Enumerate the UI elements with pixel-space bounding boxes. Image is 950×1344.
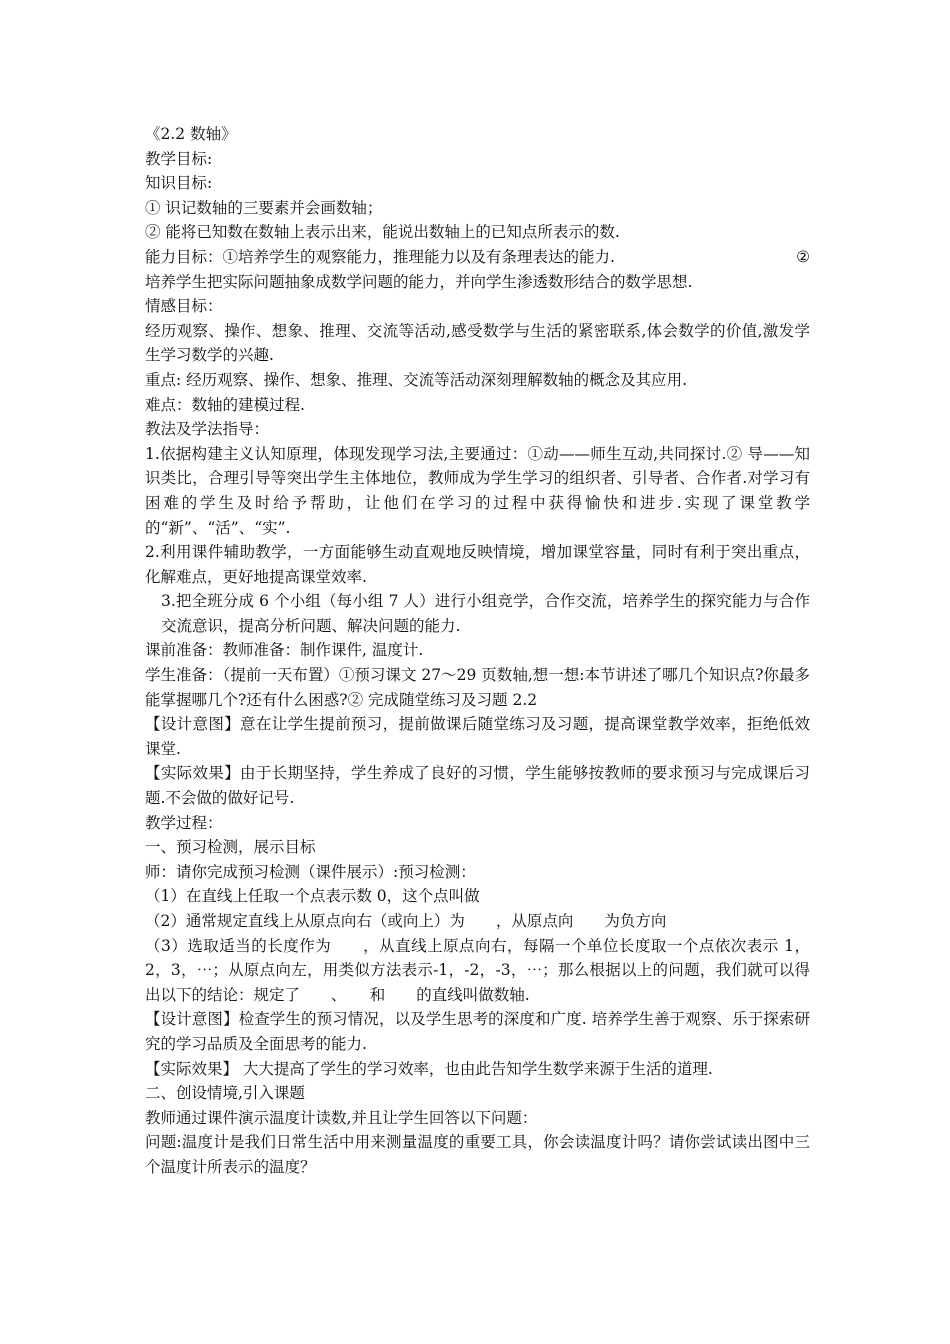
question-item: （1）在直线上任取一个点表示数 0，这个点叫做 <box>145 887 480 906</box>
paragraph: 【实际效果】 大大提高了学生的学习效率，也由此告知学生数学来源于生活的道理. <box>145 1059 713 1078</box>
section-heading: 教法及学法指导： <box>145 420 270 439</box>
paragraph: 经历观察、操作、想象、推理、交流等活动,感受数学与生活的紧密联系,体会数学的价值,激发学生学习数学的兴趣. <box>145 321 810 365</box>
paragraph: 【设计意图】检查学生的预习情况，以及学生思考的深度和广度. 培养学生善于观察、乐于探索研究的学习品质及全面思考的能力. <box>145 1010 810 1053</box>
question-item: （3）选取适当的长度作为 ，从直线上原点向右，每隔一个单位长度取一个点依次表示 1，2，3，⋯；从原点向左，用类似方法表示-1，-2，-3，⋯；那么根据以上的问题，我们就可以得出以下的结论：规定了 、 和 的直线叫做数轴. <box>145 936 810 1004</box>
paragraph: 1.依据构建主义认知原理，体现发现学习法,主要通过：①动——师生互动,共同探讨.② 导——知识类比，合理引导等突出学生主体地位，教师成为学生学习的组织者、引导者、合作者.对学习有困难的学生及时给予帮助，让他们在学习的过程中获得愉快和进步.实现了课堂教学的“新”、“活”、“实”. <box>145 444 810 537</box>
paragraph: 教师通过课件演示温度计读数,并且让学生回答以下问题： <box>145 1108 538 1127</box>
paragraph: 学生准备：（提前一天布置）①预习课文 27～29 页数轴,想一想:本节讲述了哪几个知识点?你最多能掌握哪几个?还有什么困惑?② 完成随堂练习及习题 2.2 <box>145 666 810 709</box>
section-heading: 二、创设情境,引入课题 <box>145 1084 305 1103</box>
paragraph: 2.利用课件辅助教学，一方面能够生动直观地反映情境，增加课堂容量，同时有利于突出重点，化解难点，更好地提高课堂效率. <box>145 543 810 586</box>
paragraph: 课前准备：教师准备：制作课件, 温度计. <box>145 641 424 660</box>
document-page <box>145 122 810 1180</box>
paragraph: ② 能将已知数在数轴上表示出来，能说出数轴上的已知点所表示的数. <box>145 223 620 242</box>
section-heading: 情感目标： <box>145 297 223 316</box>
paragraph: 【设计意图】意在让学生提前预习，提前做课后随堂练习及习题，提高课堂教学效率，拒绝低效课堂. <box>145 715 810 758</box>
ability-goal-line <box>145 245 810 270</box>
paragraph: 问题:温度计是我们日常生活中用来测量温度的重要工具，你会读温度计吗？请你尝试读出图中三个温度计所表示的温度？ <box>145 1133 810 1176</box>
paragraph: 3.把全班分成 6 个小组（每小组 7 人）进行小组竞学，合作交流，培养学生的探究能力与合作交流意识，提高分析问题、解决问题的能力. <box>161 592 810 635</box>
section-heading: 教学目标: <box>145 149 213 168</box>
ability-goal-text: 能力目标：①培养学生的观察能力，推理能力以及有条理表达的能力. <box>145 247 615 266</box>
paragraph: 难点：数轴的建模过程. <box>145 395 305 414</box>
ability-goal-marker: ② <box>796 247 810 266</box>
paragraph: ① 识记数轴的三要素并会画数轴； <box>145 198 383 217</box>
doc-title: 《2.2 数轴》 <box>145 125 237 143</box>
question-item: （2）通常规定直线上从原点向右（或向上）为 ，从原点向 为负方向 <box>145 912 667 930</box>
paragraph: 重点: 经历观察、操作、想象、推理、交流等活动深刻理解数轴的概念及其应用. <box>145 370 688 389</box>
section-heading: 教学过程： <box>145 813 223 832</box>
paragraph: 【实际效果】由于长期坚持，学生养成了良好的习惯，学生能够按教师的要求预习与完成课后习题.不会做的做好记号. <box>145 764 810 808</box>
paragraph: 师：请你完成预习检测（课件展示）:预习检测： <box>145 862 476 881</box>
paragraph: 培养学生把实际问题抽象成数学问题的能力，并向学生渗透数形结合的数学思想. <box>145 272 693 291</box>
section-heading: 一、预习检测，展示目标 <box>145 838 316 857</box>
section-heading: 知识目标: <box>145 174 213 193</box>
